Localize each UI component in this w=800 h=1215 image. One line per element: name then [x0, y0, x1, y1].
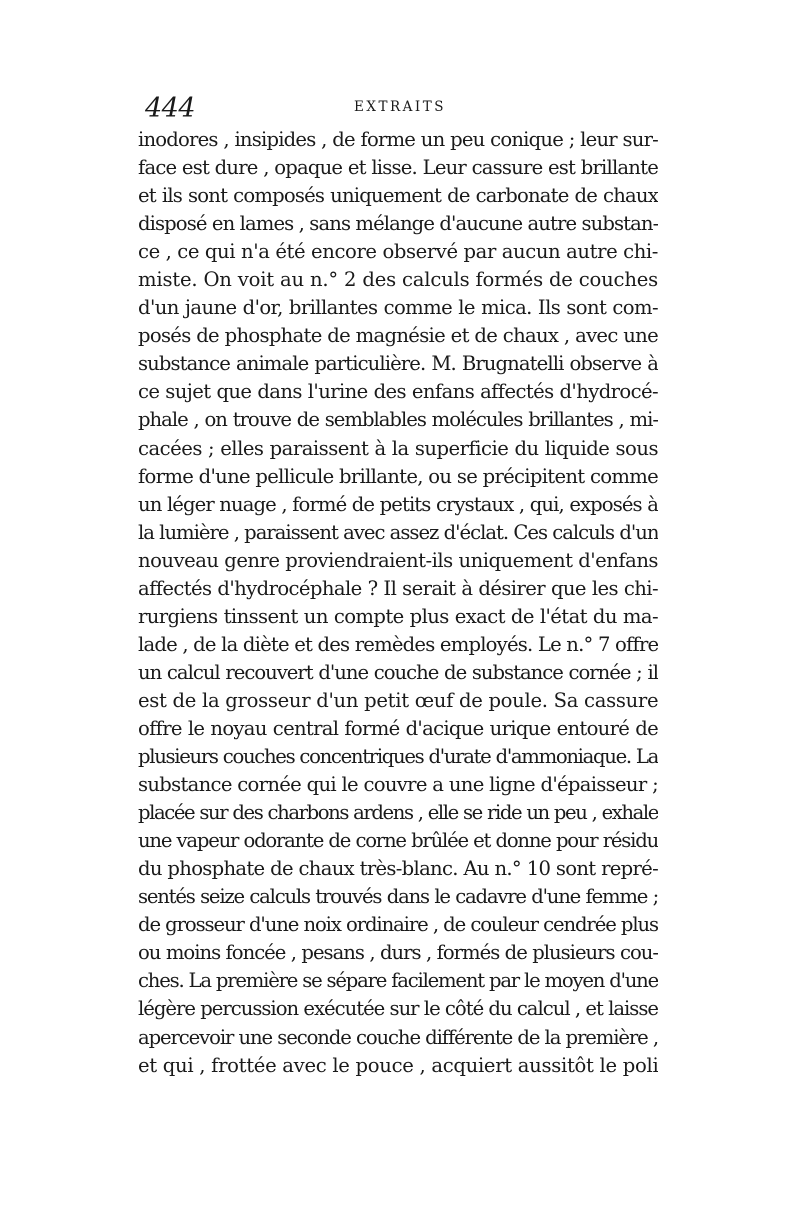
text-line: face est dure , opaque et lisse. Leur cassure est brillante	[138, 156, 658, 180]
text-line: ce sujet que dans l'urine des enfans affectés d'hydrocé-	[138, 380, 658, 404]
text-line: un calcul recouvert d'une couche de substance cornée ; il	[138, 660, 658, 684]
text-line: posés de phosphate de magnésie et de chaux , avec une	[138, 324, 658, 348]
text-line: disposé en lames , sans mélange d'aucune autre substan-	[138, 212, 658, 236]
text-line: est de la grosseur d'un petit œuf de poule. Sa cassure	[138, 688, 658, 712]
text-line: phale , on trouve de semblables molécules brillantes , mi-	[138, 408, 658, 432]
text-line: plusieurs couches concentriques d'urate d'ammoniaque. La	[138, 745, 658, 769]
page-number: 444	[145, 93, 196, 124]
text-line: légère percussion exécutée sur le côté du calcul , et laisse	[138, 997, 658, 1021]
text-line: miste. On voit au n.° 2 des calculs formés de couches	[138, 268, 658, 292]
text-line: substance animale particulière. M. Brugnatelli observe à	[138, 352, 658, 376]
text-line: la lumière , paraissent avec assez d'éclat. Ces calculs d'un	[138, 520, 658, 544]
text-line: affectés d'hydrocéphale ? Il serait à désirer que les chi-	[138, 576, 658, 600]
text-line: ou moins foncée , pesans , durs , formés de plusieurs cou-	[138, 941, 658, 965]
text-line: inodores , insipides , de forme un peu conique ; leur sur-	[138, 128, 658, 151]
text-line: sentés seize calculs trouvés dans le cadavre d'une femme ;	[138, 885, 658, 909]
text-line: nouveau genre proviendraient-ils uniquement d'enfans	[138, 548, 658, 572]
text-line: ches. La première se sépare facilement par le moyen d'une	[138, 969, 658, 993]
text-line: offre le noyau central formé d'acique urique entouré de	[138, 716, 658, 740]
text-line: et ils sont composés uniquement de carbonate de chaux	[138, 184, 658, 208]
text-line: d'un jaune d'or, brillantes comme le mica. Ils sont com-	[138, 296, 658, 320]
text-line: substance cornée qui le couvre a une ligne d'épaisseur ;	[138, 773, 658, 797]
running-head: EXTRAITS	[354, 99, 446, 115]
text-line: apercevoir une seconde couche différente de la première ,	[138, 1025, 658, 1049]
page-header	[145, 93, 655, 127]
body-text	[138, 126, 658, 1080]
text-line: placée sur des charbons ardens , elle se ride un peu , exhale	[138, 801, 658, 825]
text-line: ce , ce qui n'a été encore observé par aucun autre chi-	[138, 240, 658, 264]
text-line: cacées ; elles paraissent à la superficie du liquide sous	[138, 436, 658, 460]
text-line: lade , de la diète et des remèdes employés. Le n.° 7 offre	[138, 632, 658, 656]
text-line: une vapeur odorante de corne brûlée et donne pour résidu	[138, 829, 658, 853]
text-line: de grosseur d'une noix ordinaire , de couleur cendrée plus	[138, 913, 658, 937]
text-line: du phosphate de chaux très-blanc. Au n.° 10 sont repré-	[138, 857, 658, 881]
text-line: forme d'une pellicule brillante, ou se précipitent comme	[138, 464, 658, 488]
text-line: un léger nuage , formé de petits crystaux , qui, exposés à	[138, 492, 658, 516]
text-line: et qui , frottée avec le pouce , acquiert aussitôt le poli	[138, 1053, 658, 1077]
text-line: rurgiens tinssent un compte plus exact de l'état du ma-	[138, 604, 658, 628]
